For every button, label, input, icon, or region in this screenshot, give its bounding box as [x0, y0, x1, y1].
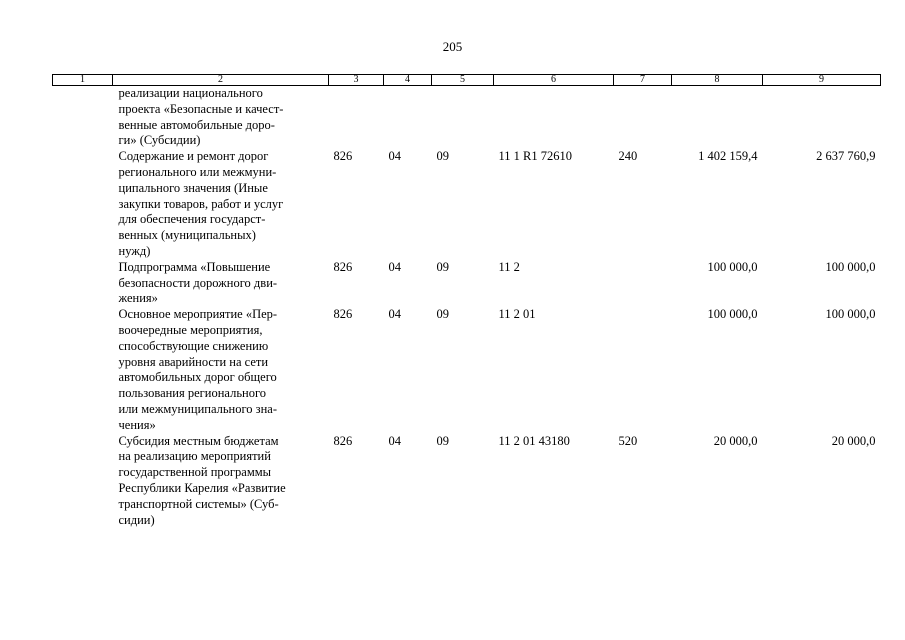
cell-csr: 11 2 01 43180: [498, 433, 570, 448]
cell-name: [113, 149, 329, 260]
cell-name: [113, 86, 329, 150]
cell-sum-2: 100 000,0: [825, 259, 876, 274]
cell-gr: 826: [333, 259, 353, 274]
cell-gr: [329, 86, 384, 150]
cell-col-1: [53, 307, 113, 433]
name-line: сидии): [118, 512, 155, 527]
table-row: [53, 307, 881, 433]
cell-rz: 04: [388, 307, 401, 322]
name-line: автомобильных дорог общего: [118, 370, 277, 385]
cell-sum-1: 1 402 159,4: [698, 149, 758, 164]
name-line: регионального или межмуни-: [118, 164, 277, 179]
name-line: воочередные мероприятия,: [118, 322, 263, 337]
cell-sum-1: 100 000,0: [707, 307, 758, 322]
cell-csr: [494, 86, 614, 150]
column-header-5: 5: [432, 75, 494, 86]
name-line: реализации национального: [118, 86, 263, 100]
name-line: нужд): [118, 243, 151, 258]
table-row: [53, 86, 881, 150]
cell-sum-1: 20 000,0: [713, 433, 758, 448]
cell-sum-1: [672, 86, 763, 150]
name-line: Республики Карелия «Развитие: [118, 480, 286, 495]
cell-sum-2: 2 637 760,9: [816, 149, 876, 164]
name-line: безопасности дорожного дви-: [118, 275, 278, 290]
name-line: на реализацию мероприятий: [118, 449, 271, 464]
cell-csr: 11 2 01: [498, 307, 536, 322]
cell-vr: [614, 86, 672, 150]
cell-name: [113, 307, 329, 433]
name-line: государственной программы: [118, 465, 272, 480]
name-line: уровня аварийности на сети: [118, 354, 269, 369]
cell-col-1: [53, 149, 113, 260]
cell-sum-1: 100 000,0: [707, 259, 758, 274]
name-line: Основное мероприятие «Пер-: [118, 307, 278, 322]
cell-rz: 04: [388, 149, 401, 164]
name-line: для обеспечения государст-: [118, 212, 266, 227]
column-header-3: 3: [329, 75, 384, 86]
column-header-1: 1: [53, 75, 113, 86]
column-header-4: 4: [384, 75, 432, 86]
name-line: пользования регионального: [118, 386, 267, 401]
page-number: 205: [442, 39, 463, 54]
column-header-8: 8: [672, 75, 763, 86]
column-header-9: 9: [763, 75, 881, 86]
table-row: [53, 260, 881, 307]
cell-csr: 11 2: [498, 259, 520, 274]
cell-gr: 826: [333, 307, 353, 322]
name-line: венных (муниципальных): [118, 228, 256, 243]
cell-sum-2: 20 000,0: [831, 433, 876, 448]
name-line: чения»: [118, 417, 156, 432]
name-line: ги» (Субсидии): [118, 133, 201, 148]
cell-sum-2: [763, 86, 881, 150]
name-line: закупки товаров, работ и услуг: [118, 196, 284, 211]
name-line: Подпрограмма «Повышение: [118, 259, 271, 274]
cell-col-1: [53, 86, 113, 150]
cell-col-1: [53, 434, 113, 529]
cell-vr: 240: [618, 149, 638, 164]
cell-col-1: [53, 260, 113, 307]
name-line: Субсидия местным бюджетам: [118, 433, 279, 448]
cell-rz: [384, 86, 432, 150]
cell-gr: 826: [333, 433, 353, 448]
name-line: транспортной системы» (Суб-: [118, 496, 279, 511]
cell-gr: 826: [333, 149, 353, 164]
name-line: ципального значения (Иные: [118, 180, 268, 195]
cell-vr: [614, 307, 672, 433]
header-row: [53, 75, 881, 86]
cell-pr: 09: [436, 259, 449, 274]
cell-pr: 09: [436, 149, 449, 164]
name-line: венные автомобильные доро-: [118, 117, 275, 132]
column-header-6: 6: [494, 75, 614, 86]
cell-vr: [614, 260, 672, 307]
budget-table: [52, 74, 881, 528]
cell-pr: [432, 86, 494, 150]
cell-pr: 09: [436, 307, 449, 322]
cell-pr: 09: [436, 433, 449, 448]
cell-vr: 520: [618, 433, 638, 448]
name-line: жения»: [118, 291, 158, 306]
name-line: способствующие снижению: [118, 338, 269, 353]
column-header-7: 7: [614, 75, 672, 86]
name-line: Содержание и ремонт дорог: [118, 149, 269, 164]
cell-rz: 04: [388, 433, 401, 448]
cell-rz: 04: [388, 259, 401, 274]
cell-name: [113, 434, 329, 529]
name-line: или межмуниципального зна-: [118, 401, 278, 416]
cell-name: [113, 260, 329, 307]
table-body: [53, 86, 881, 529]
table-header: [53, 75, 881, 86]
table-row: [53, 149, 881, 260]
cell-sum-2: 100 000,0: [825, 307, 876, 322]
column-header-2: 2: [113, 75, 329, 86]
cell-csr: 11 1 R1 72610: [498, 149, 572, 164]
name-line: проекта «Безопасные и качест-: [118, 101, 284, 116]
table-row: [53, 434, 881, 529]
